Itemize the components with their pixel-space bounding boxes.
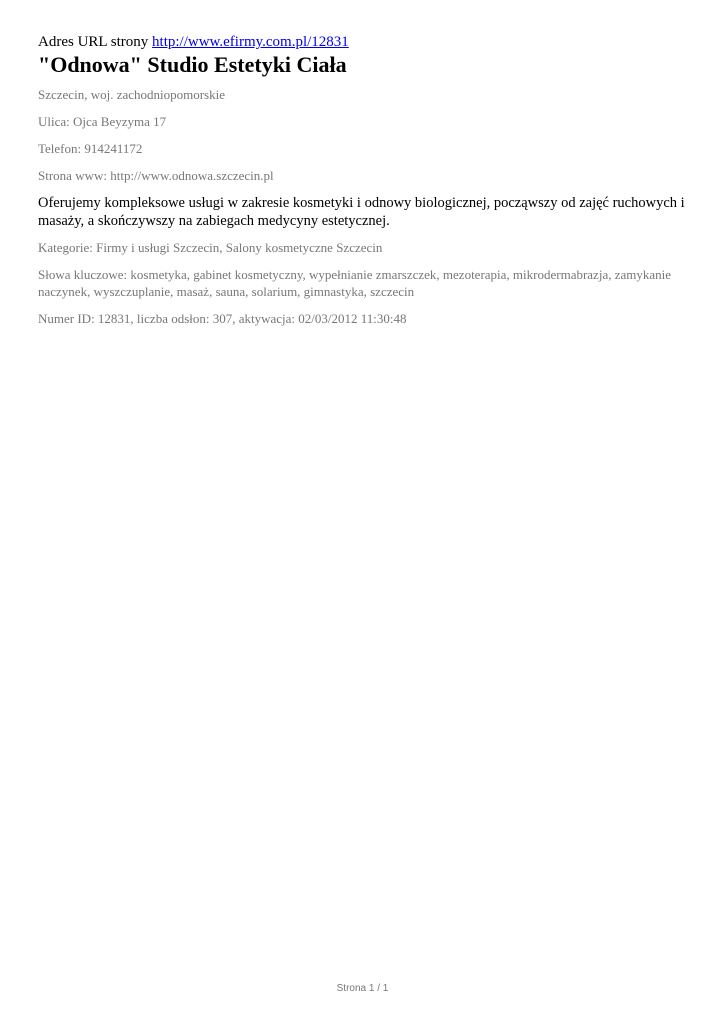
url-label: Adres URL strony xyxy=(38,34,149,50)
url-line xyxy=(38,32,688,52)
company-stats: Numer ID: 12831, liczba odsłon: 307, aktywacja: 02/03/2012 11:30:48 xyxy=(38,311,407,326)
page-url-link[interactable]: http://www.efirmy.com.pl/12831 xyxy=(152,34,349,50)
company-description: Oferujemy kompleksowe usługi w zakresie kosmetyki i odnowy biologicznej, począwszy od zajęć ruchowych i masaży, a skończywszy na zabiegach medycyny estetycznej. xyxy=(38,195,685,229)
document-content xyxy=(38,32,688,337)
company-phone: Telefon: 914241172 xyxy=(38,141,143,156)
company-location: Szczecin, woj. zachodniopomorskie xyxy=(38,87,225,102)
page-number: Strona 1 / 1 xyxy=(336,983,389,994)
company-street: Ulica: Ojca Beyzyma 17 xyxy=(38,114,167,129)
company-title: "Odnowa" Studio Estetyki Ciała xyxy=(38,52,347,77)
company-website: Strona www: http://www.odnowa.szczecin.pl xyxy=(38,168,274,183)
company-keywords: Słowa kluczowe: kosmetyka, gabinet kosmetyczny, wypełnianie zmarszczek, mezoterapia, mikrodermabrazja, zamykanie naczynek, wyszczuplanie, masaż, sauna, solarium, gimnastyka, szczecin xyxy=(38,267,672,299)
company-categories: Kategorie: Firmy i usługi Szczecin, Salony kosmetyczne Szczecin xyxy=(38,240,383,255)
